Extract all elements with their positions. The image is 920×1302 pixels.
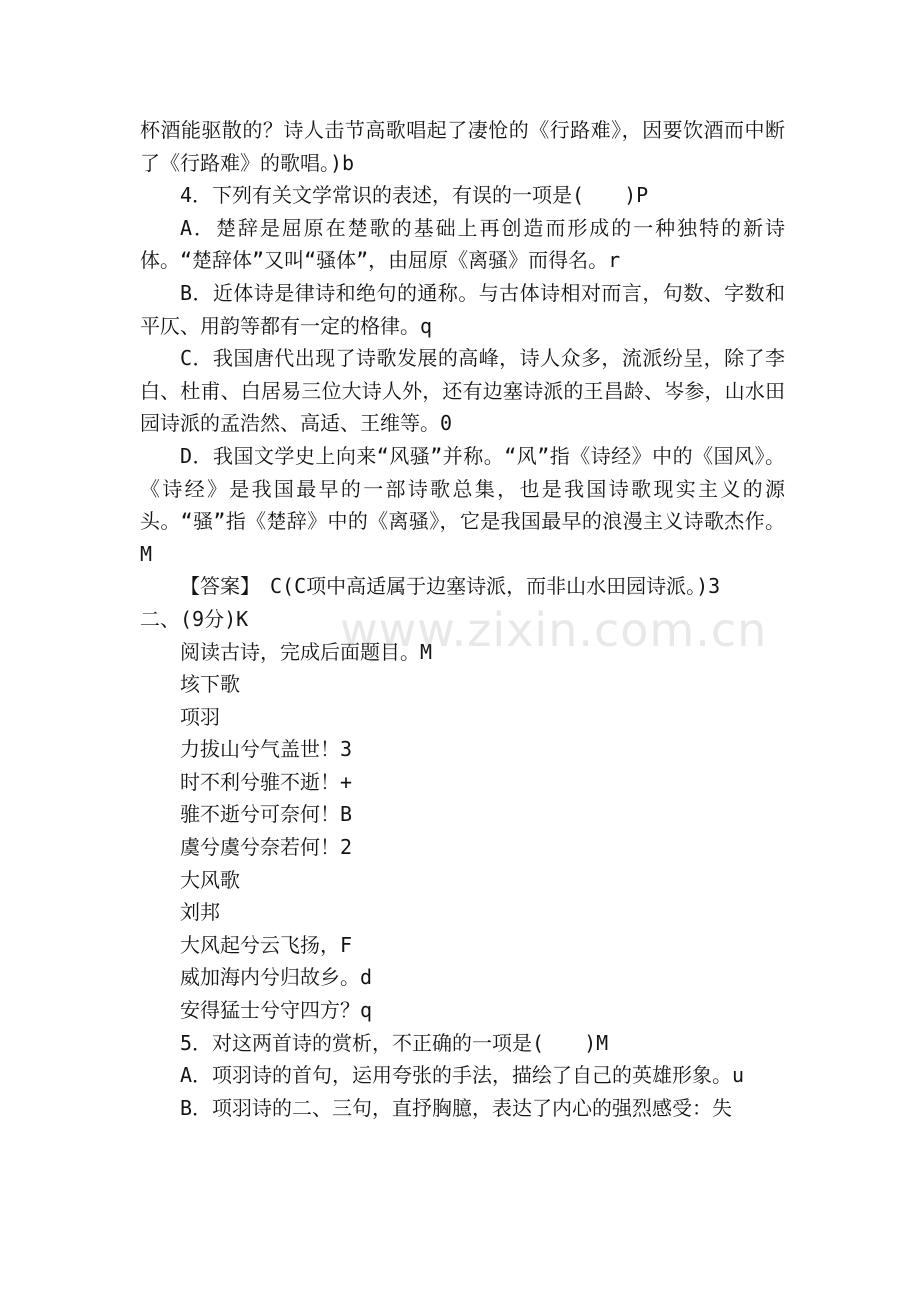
poem-1-author: 项羽 [180, 704, 220, 729]
question-5-stem: 5．对这两首诗的赏析，不正确的一项是( )M [180, 1030, 609, 1055]
reading-instruction: 阅读古诗，完成后面题目。M [180, 639, 433, 664]
question-4-option-b: B．近体诗是律诗和绝句的通称。与古体诗相对而言，句数、字数和平仄、用韵等都有一定的格律。q [140, 280, 785, 338]
paragraph-continuation: 杯酒能驱散的？诗人击节高歌唱起了凄怆的《行路难》，因要饮酒而中断了《行路难》的歌唱。)b [140, 118, 785, 175]
watermark-text: www.zixin.com.cn [340, 603, 768, 657]
question-4-stem: 4．下列有关文学常识的表述，有误的一项是( )P [180, 183, 649, 208]
answer-line: 【答案】 C(C项中高适属于边塞诗派，而非山水田园诗派。)3 [180, 574, 721, 599]
poem-1-title: 垓下歌 [180, 672, 240, 697]
poem-2-line-1: 大风起兮云飞扬，F [180, 932, 353, 957]
poem-1-line-2: 时不利兮骓不逝！+ [180, 769, 353, 794]
question-4-option-a: A．楚辞是屈原在楚歌的基础上再创造而形成的一种独特的新诗体。“楚辞体”又叫“骚体”，由屈原《离骚》而得名。r [140, 215, 785, 273]
section-heading: 二、(9分)K [140, 606, 249, 631]
poem-1-line-3: 骓不逝兮可奈何！B [180, 802, 353, 827]
poem-1-line-1: 力拔山兮气盖世！3 [180, 737, 353, 762]
question-4-option-c: C．我国唐代出现了诗歌发展的高峰，诗人众多，流派纷呈，除了李白、杜甫、白居易三位大诗人外，还有边塞诗派的王昌龄、岑参，山水田园诗派的孟浩然、高适、王维等。0 [140, 346, 785, 436]
poem-2-line-3: 安得猛士兮守四方？q [180, 998, 373, 1023]
poem-1-line-4: 虞兮虞兮奈若何！2 [180, 835, 353, 860]
question-5-option-a: A．项羽诗的首句，运用夸张的手法，描绘了自己的英雄形象。u [180, 1063, 745, 1088]
question-4-option-d: D．我国文学史上向来“风骚”并称。“风”指《诗经》中的《国风》。《诗经》是我国最早的一部诗歌总集，也是我国诗歌现实主义的源头。“骚”指《楚辞》中的《离骚》，它是我国最早的浪漫主义诗歌杰作。M [140, 443, 785, 566]
poem-2-line-2: 威加海内兮归故乡。d [180, 965, 373, 990]
poem-2-title: 大风歌 [180, 867, 240, 892]
poem-2-author: 刘邦 [180, 900, 220, 925]
question-5-option-b: B．项羽诗的二、三句，直抒胸臆，表达了内心的强烈感受：失 [180, 1095, 733, 1120]
